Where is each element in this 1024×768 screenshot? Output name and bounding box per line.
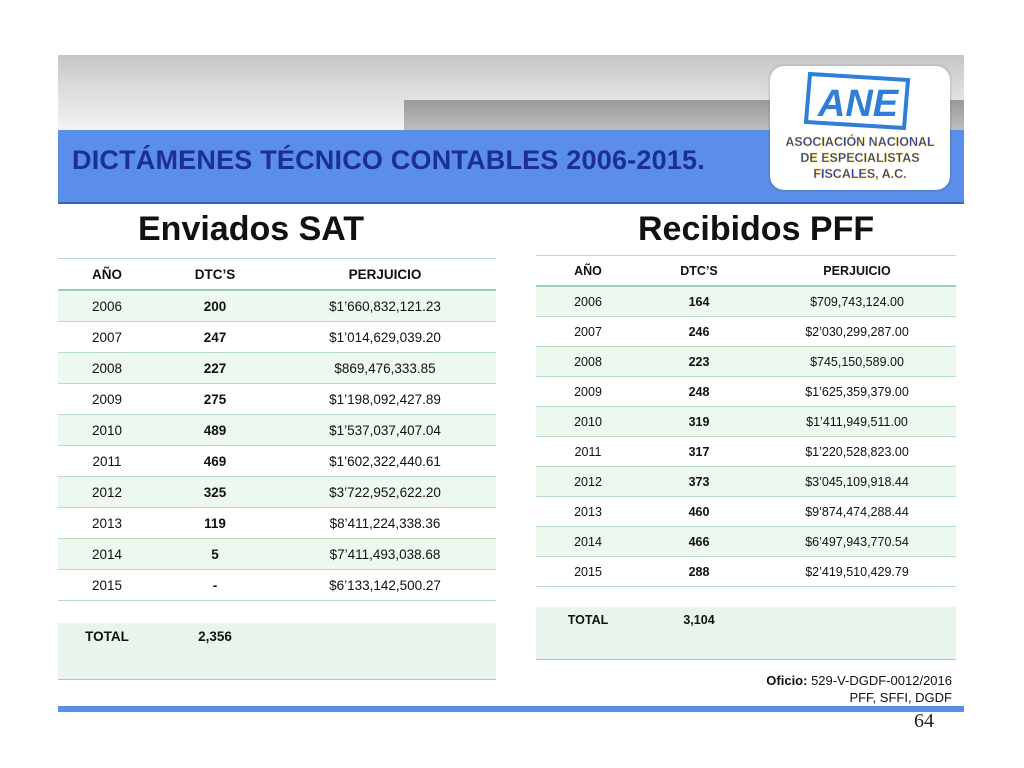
column-header-perjuicio: PERJUICIO bbox=[274, 259, 496, 291]
table-row bbox=[536, 497, 956, 527]
ane-logo-icon bbox=[804, 72, 912, 130]
source-label: Oficio: bbox=[766, 673, 808, 688]
cell-year: 2010 bbox=[58, 415, 156, 446]
cell-dtcs: 223 bbox=[640, 347, 758, 377]
cell-dtcs: 246 bbox=[640, 317, 758, 347]
cell-year: 2007 bbox=[58, 322, 156, 353]
cell-dtcs: 325 bbox=[156, 477, 274, 508]
cell-perjuicio: $6’497,943,770.54 bbox=[758, 527, 956, 557]
cell-perjuicio: $709,743,124.00 bbox=[758, 286, 956, 317]
table-row bbox=[536, 347, 956, 377]
column-header-dtcs: DTC’S bbox=[156, 259, 274, 291]
cell-year: 2008 bbox=[58, 353, 156, 384]
total-value: 3,104 bbox=[640, 607, 758, 660]
table-spacer-row bbox=[58, 601, 496, 624]
cell-year: 2007 bbox=[536, 317, 640, 347]
column-header-dtcs: DTC’S bbox=[640, 256, 758, 287]
cell-dtcs: 164 bbox=[640, 286, 758, 317]
table-total-row bbox=[58, 623, 496, 680]
cell-perjuicio: $1’537,037,407.04 bbox=[274, 415, 496, 446]
cell-dtcs: 275 bbox=[156, 384, 274, 415]
cell-dtcs: 319 bbox=[640, 407, 758, 437]
table-row bbox=[536, 557, 956, 587]
cell-dtcs: 248 bbox=[640, 377, 758, 407]
logo-wordmark bbox=[770, 134, 950, 182]
cell-dtcs: 460 bbox=[640, 497, 758, 527]
cell-perjuicio: $1’602,322,440.61 bbox=[274, 446, 496, 477]
source-reference: 529-V-DGDF-0012/2016 bbox=[811, 673, 952, 688]
cell-dtcs: 200 bbox=[156, 290, 274, 322]
table-row bbox=[58, 446, 496, 477]
cell-perjuicio: $869,476,333.85 bbox=[274, 353, 496, 384]
table-row bbox=[58, 353, 496, 384]
cell-perjuicio: $8’411,224,338.36 bbox=[274, 508, 496, 539]
table-row bbox=[536, 467, 956, 497]
cell-perjuicio: $3’722,952,622.20 bbox=[274, 477, 496, 508]
slide-title: DICTÁMENES TÉCNICO CONTABLES 2006-2015. bbox=[72, 145, 705, 175]
source-note bbox=[766, 672, 952, 706]
cell-year: 2013 bbox=[58, 508, 156, 539]
logo-line-3: FISCALES, A.C. bbox=[813, 167, 907, 181]
cell-dtcs: 119 bbox=[156, 508, 274, 539]
table-row bbox=[58, 508, 496, 539]
cell-dtcs: 466 bbox=[640, 527, 758, 557]
table-spacer-row bbox=[536, 587, 956, 608]
cell-dtcs: 469 bbox=[156, 446, 274, 477]
page-number: 64 bbox=[914, 710, 934, 732]
cell-year: 2011 bbox=[58, 446, 156, 477]
footer-bar bbox=[58, 706, 964, 712]
cell-year: 2006 bbox=[58, 290, 156, 322]
table-row bbox=[58, 539, 496, 570]
total-label: TOTAL bbox=[58, 623, 156, 680]
cell-perjuicio: $2’030,299,287.00 bbox=[758, 317, 956, 347]
cell-year: 2014 bbox=[536, 527, 640, 557]
cell-perjuicio: $1’198,092,427.89 bbox=[274, 384, 496, 415]
total-label: TOTAL bbox=[536, 607, 640, 660]
svg-text:ANE: ANE bbox=[817, 83, 899, 125]
cell-perjuicio: $6’133,142,500.27 bbox=[274, 570, 496, 601]
cell-dtcs: 317 bbox=[640, 437, 758, 467]
cell-perjuicio: $1’220,528,823.00 bbox=[758, 437, 956, 467]
table-recibidos-pff bbox=[536, 255, 956, 660]
section-title-recibidos-pff: Recibidos PFF bbox=[638, 210, 875, 248]
cell-dtcs: 489 bbox=[156, 415, 274, 446]
cell-dtcs: 288 bbox=[640, 557, 758, 587]
table-row bbox=[536, 407, 956, 437]
cell-dtcs: 373 bbox=[640, 467, 758, 497]
source-line-1 bbox=[766, 672, 952, 689]
table-row bbox=[58, 290, 496, 322]
table-header-row bbox=[58, 259, 496, 291]
cell-perjuicio: $2’419,510,429.79 bbox=[758, 557, 956, 587]
cell-perjuicio: $1’411,949,511.00 bbox=[758, 407, 956, 437]
logo-line-2: DE ESPECIALISTAS bbox=[800, 151, 920, 165]
cell-year: 2014 bbox=[58, 539, 156, 570]
source-line-2: PFF, SFFI, DGDF bbox=[849, 690, 952, 705]
total-empty-cell bbox=[758, 607, 956, 660]
cell-perjuicio: $1’014,629,039.20 bbox=[274, 322, 496, 353]
cell-year: 2011 bbox=[536, 437, 640, 467]
cell-dtcs: 227 bbox=[156, 353, 274, 384]
table-row bbox=[536, 286, 956, 317]
cell-year: 2013 bbox=[536, 497, 640, 527]
table-header-row bbox=[536, 256, 956, 287]
column-header-ano: AÑO bbox=[58, 259, 156, 291]
cell-year: 2006 bbox=[536, 286, 640, 317]
cell-perjuicio: $7’411,493,038.68 bbox=[274, 539, 496, 570]
cell-year: 2009 bbox=[536, 377, 640, 407]
table-row bbox=[58, 384, 496, 415]
cell-perjuicio: $1’660,832,121.23 bbox=[274, 290, 496, 322]
table-enviados-sat bbox=[58, 258, 496, 680]
table-row bbox=[58, 322, 496, 353]
cell-year: 2015 bbox=[536, 557, 640, 587]
table-row bbox=[58, 477, 496, 508]
table-row bbox=[536, 437, 956, 467]
logo-line-1: ASOCIACIÓN NACIONAL bbox=[785, 135, 935, 149]
table-row bbox=[58, 415, 496, 446]
cell-perjuicio: $745,150,589.00 bbox=[758, 347, 956, 377]
organization-logo bbox=[770, 66, 950, 190]
table-row bbox=[536, 377, 956, 407]
cell-dtcs: - bbox=[156, 570, 274, 601]
cell-dtcs: 247 bbox=[156, 322, 274, 353]
cell-year: 2010 bbox=[536, 407, 640, 437]
table-row bbox=[58, 570, 496, 601]
total-value: 2,356 bbox=[156, 623, 274, 680]
cell-year: 2012 bbox=[58, 477, 156, 508]
total-empty-cell bbox=[274, 623, 496, 680]
table-row bbox=[536, 317, 956, 347]
cell-dtcs: 5 bbox=[156, 539, 274, 570]
cell-year: 2015 bbox=[58, 570, 156, 601]
cell-year: 2012 bbox=[536, 467, 640, 497]
cell-perjuicio: $3’045,109,918.44 bbox=[758, 467, 956, 497]
cell-perjuicio: $9’874,474,288.44 bbox=[758, 497, 956, 527]
column-header-perjuicio: PERJUICIO bbox=[758, 256, 956, 287]
cell-year: 2008 bbox=[536, 347, 640, 377]
cell-perjuicio: $1’625,359,379.00 bbox=[758, 377, 956, 407]
table-row bbox=[536, 527, 956, 557]
column-header-ano: AÑO bbox=[536, 256, 640, 287]
section-title-enviados-sat: Enviados SAT bbox=[138, 210, 365, 248]
cell-year: 2009 bbox=[58, 384, 156, 415]
table-total-row bbox=[536, 607, 956, 660]
